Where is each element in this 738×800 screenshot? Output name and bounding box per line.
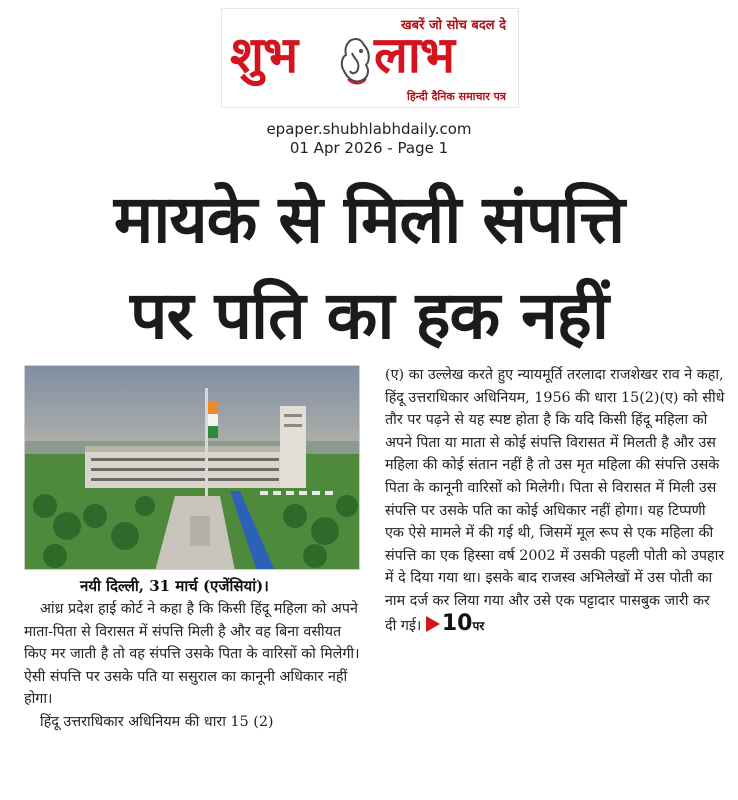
continued-page-number: 10 bbox=[441, 610, 473, 636]
continued-on-page[interactable] bbox=[426, 610, 485, 636]
masthead-sub-tagline: हिन्दी दैनिक समाचार पत्र bbox=[406, 90, 506, 103]
masthead bbox=[221, 8, 519, 108]
continued-suffix: पर bbox=[472, 618, 485, 633]
left-paragraph-1: आंध्र प्रदेश हाई कोर्ट ने कहा है कि किसी हिंदू महिला को अपने माता-पिता से विरासत में संपत्ति मिली है और वह बिना वसीयत किए मर जाती है तो वह संपत्ति उसके पिता के वारिसों को मिलेगी। ऐसी संपत्ति पर उसके पति या ससुराल का कानूनी अधिकार नहीं होगा। bbox=[24, 601, 360, 708]
headline-line-2: पर पति का हक नहीं bbox=[130, 277, 608, 354]
logo-text-right: लाभ bbox=[374, 26, 454, 84]
continue-arrow-icon bbox=[426, 616, 440, 632]
masthead-tagline: खबरें जो सोच बदल दे bbox=[401, 18, 506, 33]
article-right-column bbox=[385, 364, 725, 637]
logo-text-left: शुभ bbox=[230, 26, 298, 84]
headline-line-1: मायके से मिली संपत्ति bbox=[113, 181, 625, 258]
court-building-photo bbox=[24, 365, 360, 570]
right-paragraph: (ए) का उल्लेख करते हुए न्यायमूर्ति तरलादा राजशेखर राव ने कहा, हिंदू उत्तराधिकार अधिनियम, 1956 की धारा 15(2)(ए) को सीधे तौर पर पढ़ने से यह स्पष्ट होता है कि यदि किसी हिंदू महिला को अपने पिता या माता से कोई संपत्ति विरासत में मिलती है और उस महिला की कोई संतान नहीं है तो उस मृत महिला की संपत्ति उसके पिता के कानूनी वारिसों को मिलेगी। पिता से विरासत में मिली उस संपत्ति पर उसके पति का कोई अधिकार नहीं होगा। यह टिप्पणी एक ऐसे मामले में की गई थी, जिसमें मूल रूप से एक महिला की संपत्ति का एक हिस्सा वर्ष 2002 में उसकी पहली पोती को उपहार में दे दिया गया था। इसके बाद राजस्व अभिलेखों में उस पोती का नाम दर्ज कर लिया गया और उसे एक पट्टादार पासबुक जारी कर दी गई। bbox=[385, 367, 725, 634]
epaper-url: epaper.shubhlabhdaily.com bbox=[266, 120, 472, 138]
ganesha-logo-icon bbox=[334, 35, 378, 87]
article-left-column bbox=[24, 598, 364, 734]
article-dateline: नयी दिल्ली, 31 मार्च (एजेंसियां)। bbox=[80, 577, 269, 595]
left-paragraph-2: हिंदू उत्तराधिकार अधिनियम की धारा 15 (2) bbox=[40, 713, 274, 730]
edition-date-page: 01 Apr 2026 - Page 1 bbox=[289, 139, 449, 157]
